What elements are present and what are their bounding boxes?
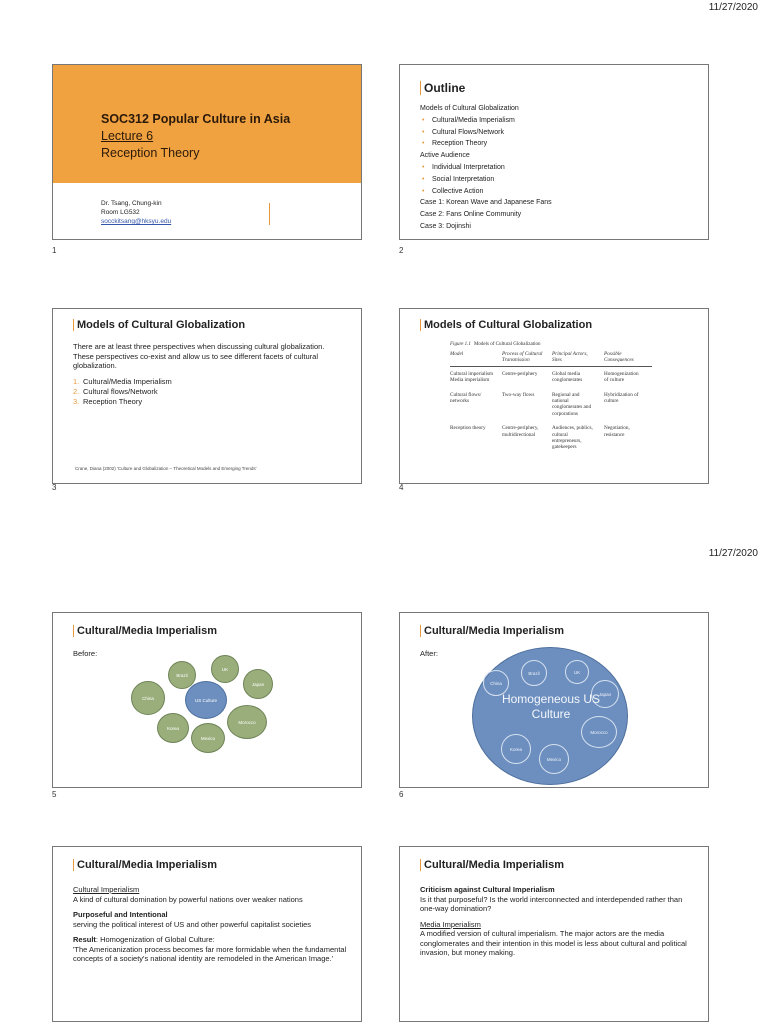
table-cell: Cultural imperialism Media imperialism (450, 370, 494, 384)
bubble-uk: UK (211, 655, 239, 683)
table-cell: Cultural flows/ networks (450, 391, 482, 405)
slide-1 (52, 64, 362, 240)
outline-item: Models of Cultural Globalization (420, 105, 519, 112)
slide-6-title: Cultural/Media Imperialism (420, 625, 564, 637)
slide-7-body (73, 885, 347, 964)
result-text: : Homogenization of Global Culture: (95, 935, 215, 944)
perspective-number: 1. (73, 376, 80, 386)
bubble-mexico: Mexico (539, 744, 569, 774)
bubble-brazil: Brazil (521, 660, 547, 686)
purposeful-heading: Purposeful and Intentional (73, 910, 168, 919)
perspectives-intro: There are at least three perspectives when discussing cultural globalization. These perspectives co-exist and allow us to see different facets of cultural globalization. (73, 342, 325, 370)
bubble-korea: Korea (501, 734, 531, 764)
bubble-korea: Korea (157, 713, 189, 743)
perspective-text: Cultural/Media Imperialism (83, 376, 172, 386)
accent-line (269, 203, 270, 225)
table-cell: Audiences, publics, cultural entrepreneurs, gatekeepers (552, 425, 593, 451)
outline-list-container (420, 103, 694, 233)
perspective-item (73, 377, 347, 387)
slide-3-title: Models of Cultural Globalization (73, 319, 245, 331)
outline-subitem: • Cultural Flows/Network (420, 127, 694, 139)
presenter-room: Room LG532 (101, 209, 140, 216)
table-header: Possible Consequences (604, 351, 652, 366)
slide-5 (52, 612, 362, 788)
table-cell: Centre-periphery (502, 370, 538, 377)
perspective-number: 2. (73, 386, 80, 396)
slide-7 (52, 846, 362, 1022)
lecture-number: Lecture 6 (101, 129, 154, 143)
slide-4 (399, 308, 709, 484)
table-header: Principal Actors, Sites (552, 351, 604, 366)
slide-4-title: Models of Cultural Globalization (420, 319, 592, 331)
slide-number-1: 1 (52, 246, 57, 255)
figure-title: Models of Cultural Globalization (473, 342, 541, 347)
outline-list (420, 103, 694, 233)
criticism-heading: Criticism against Cultural Imperialism (420, 885, 555, 894)
table-cell: Global media conglomerates (552, 370, 583, 384)
table-cell: Centre-periphery, multidirectional (502, 425, 539, 438)
bubble-uk: UK (565, 660, 589, 684)
course-title: SOC312 Popular Culture in Asia (101, 112, 291, 126)
slide-number-6: 6 (399, 790, 404, 799)
bubble-japan: Japan (591, 680, 619, 708)
citation-footnote: Crane, Diana (2002) 'Culture and Globalization – Theoretical Models and Emerging Trends' (75, 466, 257, 471)
homogeneous-us-culture-label: Homogeneous US Culture (501, 692, 601, 721)
outline-item: Case 3: Dojinshi (420, 222, 471, 230)
slide-2-title: Outline (420, 81, 465, 95)
outline-subitem: • Collective Action (420, 186, 694, 198)
outline-item: Case 2: Fans Online Community (420, 211, 522, 219)
outline-subitem: • Reception Theory (420, 138, 694, 150)
homogeneous-culture-circle (472, 647, 628, 785)
slide-3-body (73, 342, 347, 407)
slide-number-2: 2 (399, 246, 404, 255)
globalization-models-table (450, 351, 652, 455)
table-cell: Regional and national conglomerates and corporations (552, 391, 592, 417)
result-label: Result (73, 935, 96, 944)
bubble-us-culture: US Culture (185, 681, 227, 719)
table-header: Process of Cultural Transmission (502, 351, 552, 366)
bubble-mexico: Mexico (191, 723, 225, 753)
figure-label: Figure 1.1 (450, 342, 471, 347)
before-label: Before: (73, 649, 98, 658)
table-row (450, 388, 652, 422)
slide-2 (399, 64, 709, 240)
outline-subitem: • Individual Interpretation (420, 162, 694, 174)
table-cell: Hybridization of culture (604, 391, 639, 405)
table-header-row (450, 351, 652, 366)
perspective-text: Reception Theory (83, 396, 143, 406)
media-imperialism-heading: Media Imperialism (420, 919, 481, 929)
table-row (450, 421, 652, 455)
table-cell: Negotiation, resistance (604, 425, 630, 438)
perspective-item (73, 387, 347, 397)
table-row (450, 366, 652, 387)
outline-subitem: • Social Interpretation (420, 174, 694, 186)
presenter-email-link[interactable]: socckitsang@hksyu.edu (101, 218, 172, 225)
perspective-text: Cultural flows/Network (83, 386, 158, 396)
table-cell: Two-way flows (502, 391, 535, 398)
outline-item: Case 1: Korean Wave and Japanese Fans (420, 199, 552, 207)
slide-number-3: 3 (52, 483, 57, 492)
page-date-top: 11/27/2020 (708, 2, 758, 13)
americanization-quote: 'The Americanization process becomes far more formidable when the fundamental concepts of a society's national identity are remodeled in the American Image.' (73, 944, 347, 963)
bubble-morocco: Morocco (581, 716, 617, 748)
figure-caption (450, 342, 540, 347)
slide-5-title: Cultural/Media Imperialism (73, 625, 217, 637)
media-imperialism-text: A modified version of cultural imperialism. The major actors are the media conglomerates and their intention in this model is less about cultural and political invasion, but money making. (420, 929, 687, 957)
outline-item: Active Audience (420, 152, 470, 160)
slide-8-title: Cultural/Media Imperialism (420, 859, 564, 871)
table-cell: Homogenization of culture (604, 370, 639, 384)
bubble-brazil: Brazil (168, 661, 196, 689)
lecture-subtitle: Reception Theory (101, 146, 200, 160)
slide-3 (52, 308, 362, 484)
slide-8 (399, 846, 709, 1022)
table-header: Model (450, 351, 502, 366)
bubble-morocco: Morocco (227, 705, 267, 739)
page-date-middle: 11/27/2020 (708, 548, 758, 559)
criticism-text: Is it that purposeful? Is the world interconnected and interdepended rather than one-way domination? (420, 894, 683, 913)
perspective-number: 3. (73, 396, 80, 406)
result-line (73, 935, 347, 945)
slide-1-title-block (101, 111, 290, 162)
presenter-info (101, 199, 171, 226)
presenter-name: Dr. Tsang, Chung-kin (101, 200, 162, 207)
perspectives-list (73, 377, 347, 407)
slide-number-4: 4 (399, 483, 404, 492)
slide-6 (399, 612, 709, 788)
table-cell: Reception theory (450, 425, 486, 432)
cultural-imperialism-definition: A kind of cultural domination by powerful nations over weaker nations (73, 894, 303, 904)
bubble-japan: Japan (243, 669, 273, 699)
bubble-china: China (483, 670, 509, 696)
slide-7-title: Cultural/Media Imperialism (73, 859, 217, 871)
after-label: After: (420, 649, 438, 658)
slide-number-5: 5 (52, 790, 57, 799)
cultural-imperialism-heading: Cultural Imperialism (73, 885, 140, 894)
perspective-item (73, 397, 347, 407)
outline-subitem: • Cultural/Media Imperialism (420, 115, 694, 127)
bubble-china: China (131, 681, 165, 715)
slide-8-body (420, 885, 694, 958)
purposeful-text: serving the political interest of US and other powerful capitalist societies (73, 919, 312, 929)
